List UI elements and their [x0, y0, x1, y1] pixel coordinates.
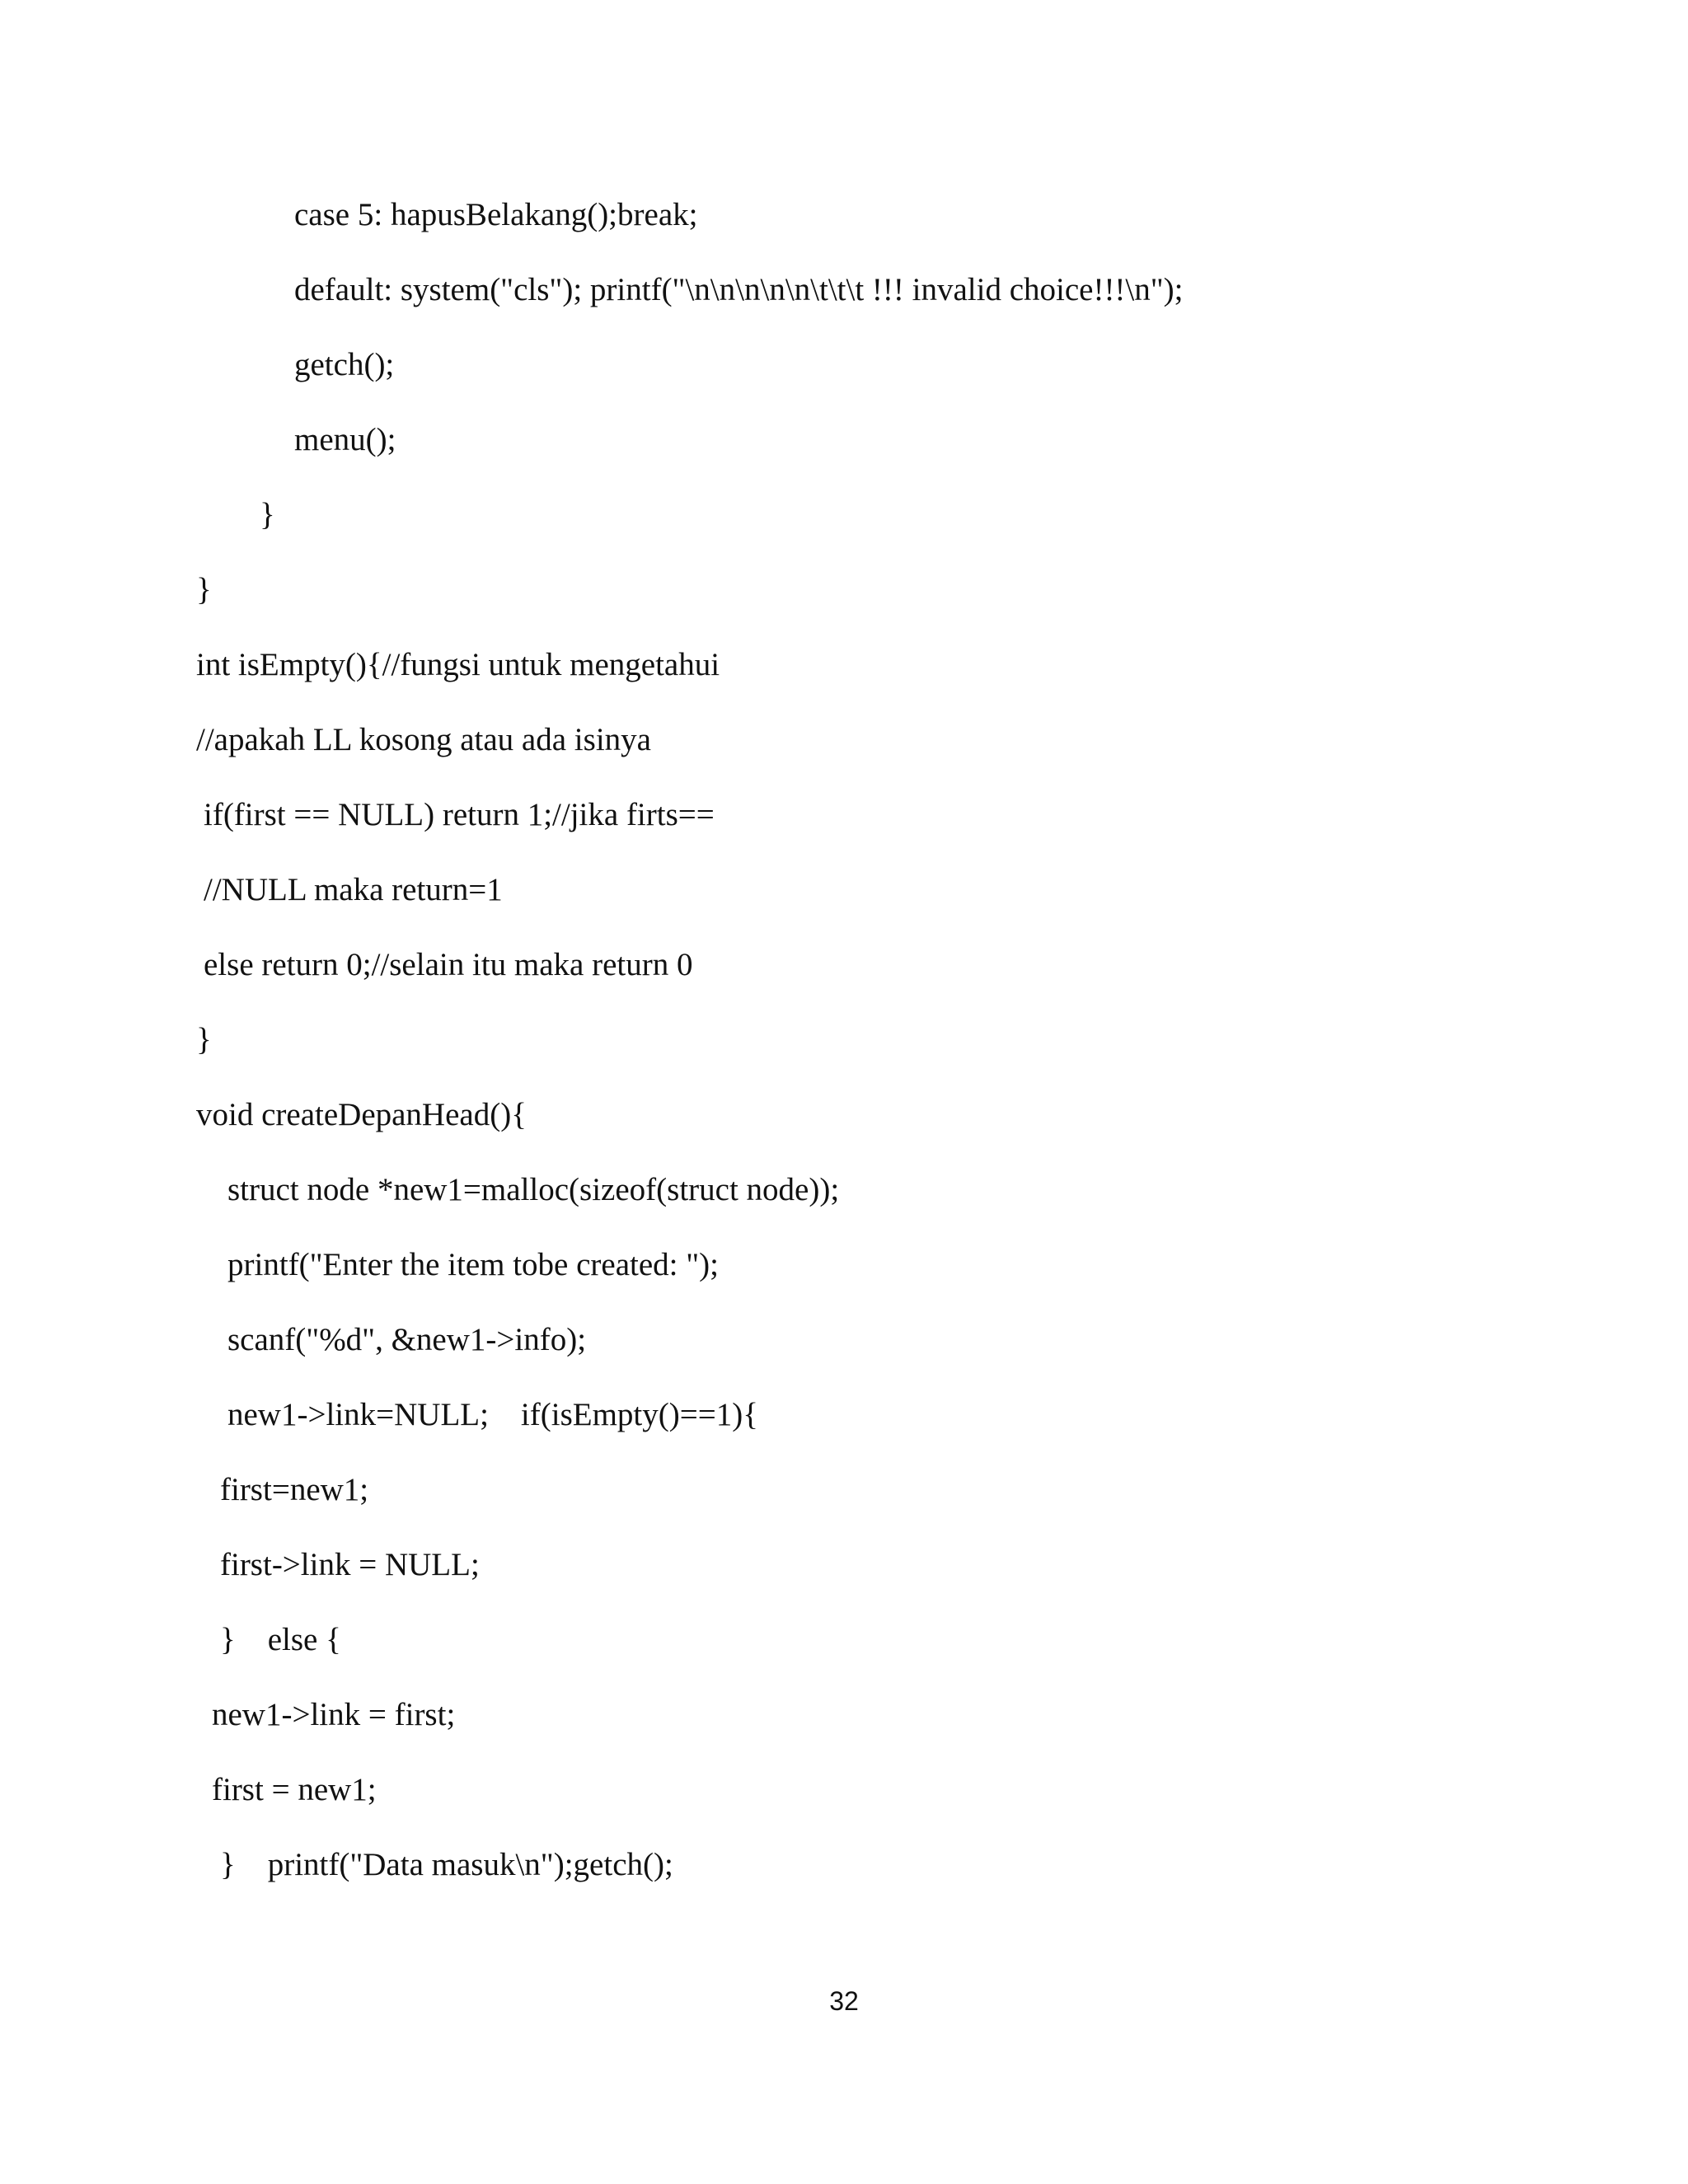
code-line-23: } printf("Data masuk\n");getch(); [220, 1847, 673, 1882]
code-line-6: } [196, 572, 212, 607]
code-line-19: first->link = NULL; [220, 1547, 480, 1582]
code-line-17: new1->link=NULL; if(isEmpty()==1){ [227, 1397, 758, 1432]
code-line-15: printf("Enter the item tobe created: "); [227, 1247, 720, 1282]
code-line-13: void createDepanHead(){ [196, 1097, 527, 1132]
code-line-18: first=new1; [220, 1472, 369, 1507]
page-number: 32 [829, 1986, 859, 2016]
code-line-11: else return 0;//selain itu maka return 0 [204, 947, 693, 982]
code-line-2: default: system("cls"); printf("\n\n\n\n\n\t\t\t !!! invalid choice!!!\n"); [294, 272, 1184, 307]
code-line-10: //NULL maka return=1 [204, 872, 503, 907]
code-line-21: new1->link = first; [212, 1697, 456, 1732]
code-line-3: getch(); [294, 347, 395, 382]
code-line-4: menu(); [294, 422, 396, 457]
code-line-12: } [196, 1022, 212, 1057]
code-line-7: int isEmpty(){//fungsi untuk mengetahui [196, 647, 720, 682]
code-line-20: } else { [220, 1622, 341, 1657]
code-line-1: case 5: hapusBelakang();break; [294, 197, 698, 232]
code-line-5: } [260, 497, 275, 532]
code-line-14: struct node *new1=malloc(sizeof(struct node)); [227, 1172, 840, 1207]
code-line-22: first = new1; [212, 1772, 377, 1807]
code-line-8: //apakah LL kosong atau ada isinya [196, 722, 651, 757]
code-line-9: if(first == NULL) return 1;//jika firts== [204, 797, 715, 832]
code-line-16: scanf("%d", &new1->info); [227, 1322, 587, 1357]
